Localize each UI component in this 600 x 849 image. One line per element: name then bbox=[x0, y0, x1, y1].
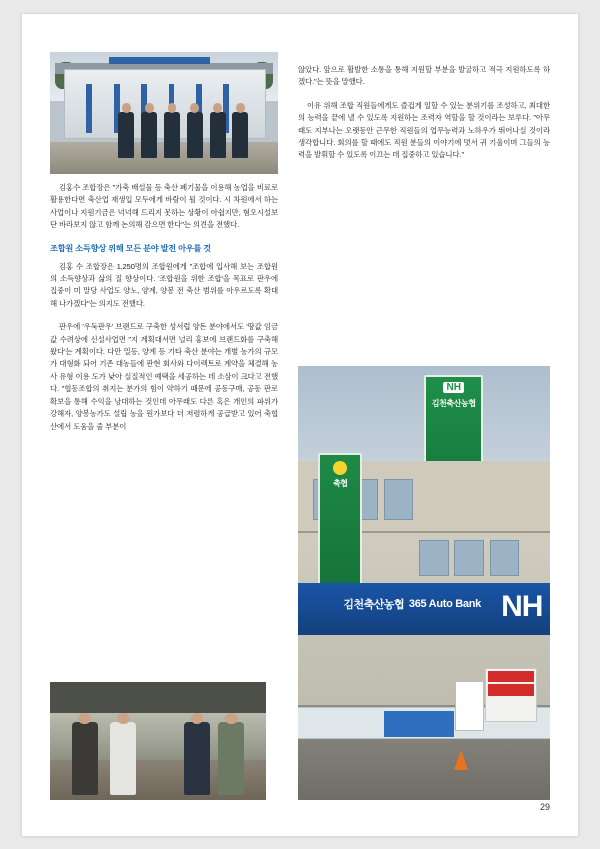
nh-logo-icon: NH bbox=[443, 382, 463, 393]
building-banner bbox=[109, 57, 209, 64]
person-figure bbox=[210, 112, 226, 158]
person-figure bbox=[218, 722, 244, 795]
building-window bbox=[454, 540, 484, 577]
barn-roof bbox=[50, 682, 266, 713]
person-figure bbox=[164, 112, 180, 158]
person-figure bbox=[187, 112, 203, 158]
photo-farm-interview bbox=[50, 682, 266, 800]
fence-banner bbox=[384, 711, 455, 737]
person-figure bbox=[232, 112, 248, 158]
poster-stripe bbox=[488, 684, 534, 695]
photo-livestock-cooperative-building bbox=[50, 52, 278, 174]
auto-bank-label: 365 Auto Bank bbox=[408, 598, 481, 611]
sun-logo-icon bbox=[333, 461, 347, 475]
paragraph-support-plan: 않았다. 앞으로 활발한 소통을 통해 지원할 부분을 발굴하고 적극 지원하도록 하겠다."는 뜻을 말했다. bbox=[298, 65, 550, 87]
person-figure bbox=[184, 722, 210, 795]
a-frame-sign bbox=[455, 681, 485, 731]
left-text-column bbox=[50, 182, 278, 444]
section-subheading: 조합원 소득향상 위해 모든 분야 발전 아우를 것 bbox=[50, 243, 211, 253]
right-text-column bbox=[298, 64, 550, 173]
person-figure bbox=[118, 112, 134, 158]
page-number: 29 bbox=[539, 802, 550, 812]
person-figure bbox=[110, 722, 136, 795]
tower-korean-label: 김천축산농협 bbox=[431, 398, 476, 408]
person-figure bbox=[72, 722, 98, 795]
paragraph-income-improvement: 김홍 수 조합장은 1,250명의 조합원에게 "조합에 입사해 보는 조합원의 소득향상과 삶의 질 향상이다. '조합원을 위한 조합'을 목표로 판우에 집중이 미 말당 사업도 양노, 양계, 양봉 전 축산 범위를 아우르도록 확대해 나가겠다"는 의지도 전했다. bbox=[50, 261, 278, 308]
paragraph-staff-support: 이유 위해 조합 직원들에게도 즐겁게 일할 수 있는 분위기를 조성하고, 최대한의 능력을 끝에 낼 수 있도록 지원하는 조력자 역할을 할 것이라는 보루다. "아무래도 지부나는 오랫동안 근무한 직원들의 업무능력과 노하우가 뛰어나실 것이라 생각합니다. 회의를 할 때에도 직원 분들의 이야기에 멋서 귀 기울이며 그들의 능력을 발휘할 수 있도록 이끄는 데 집중하고 있습니다." bbox=[298, 100, 550, 160]
poster-stripe bbox=[488, 671, 534, 682]
notice-poster bbox=[485, 668, 537, 722]
traffic-cone-icon bbox=[454, 750, 468, 770]
building-window bbox=[490, 540, 520, 577]
document-page bbox=[22, 14, 578, 836]
building-column bbox=[86, 84, 92, 133]
paragraph-barn-caption: 김홍수 조합장은 "가축 배설물 등 축산 폐기물을 이용해 농업을 비료로 활용한다면 축산업 재생입 모두에게 바람이 될 것이다. 시 차원에서 하는 사업이나 지원기금은 넉넉해 드리지 못하는 상황이 아쉽지만, 혐오시설보단 바라보지 않고 함께 논의해 감으면 한다"는 의견을 전했다. bbox=[50, 183, 278, 230]
nh-brand-text: NH bbox=[501, 589, 543, 623]
pillar-label: 축협 bbox=[333, 478, 348, 488]
building-window bbox=[384, 479, 414, 520]
branch-korean-name: 김천축산농협 bbox=[343, 599, 405, 612]
paragraph-brand-strategy: 판우에 '우둑판우' 브랜드로 구축한 성서럽 양돈 분야에서도 '땅값 임금값 수려상에 신설사업면 "지 계획대서면 널리 홍보에 브랜드화를 구축해 왔다'는 계획이다. 다만 밀등, 양계 등 기타 축산 분야는 개별 농가의 규모가 대형화 되어 기존 대농들에 판현 회사와 다이렉트로 계약을 체결해 농사 유형 이용 도가 낮아 실질적인 예택을 세공하는 데 소삼이 크다고 전했다. "협동조합의 취지는 분가의 힘이 약하기 때문에 공동구매, 공동 판로 확보을 통해 수익을 낭대하는 것인데 아무래도 다른 혹은 개인의 파위가 강해자, 양봉농가도 설립 농을 원가보다 더 저렴하게 공급받고 있어 축협 산에서 도움을 줄 부분이 bbox=[50, 322, 278, 431]
person-figure bbox=[141, 112, 157, 158]
photo-nh-bank-branch bbox=[298, 366, 550, 800]
building-window bbox=[419, 540, 449, 577]
